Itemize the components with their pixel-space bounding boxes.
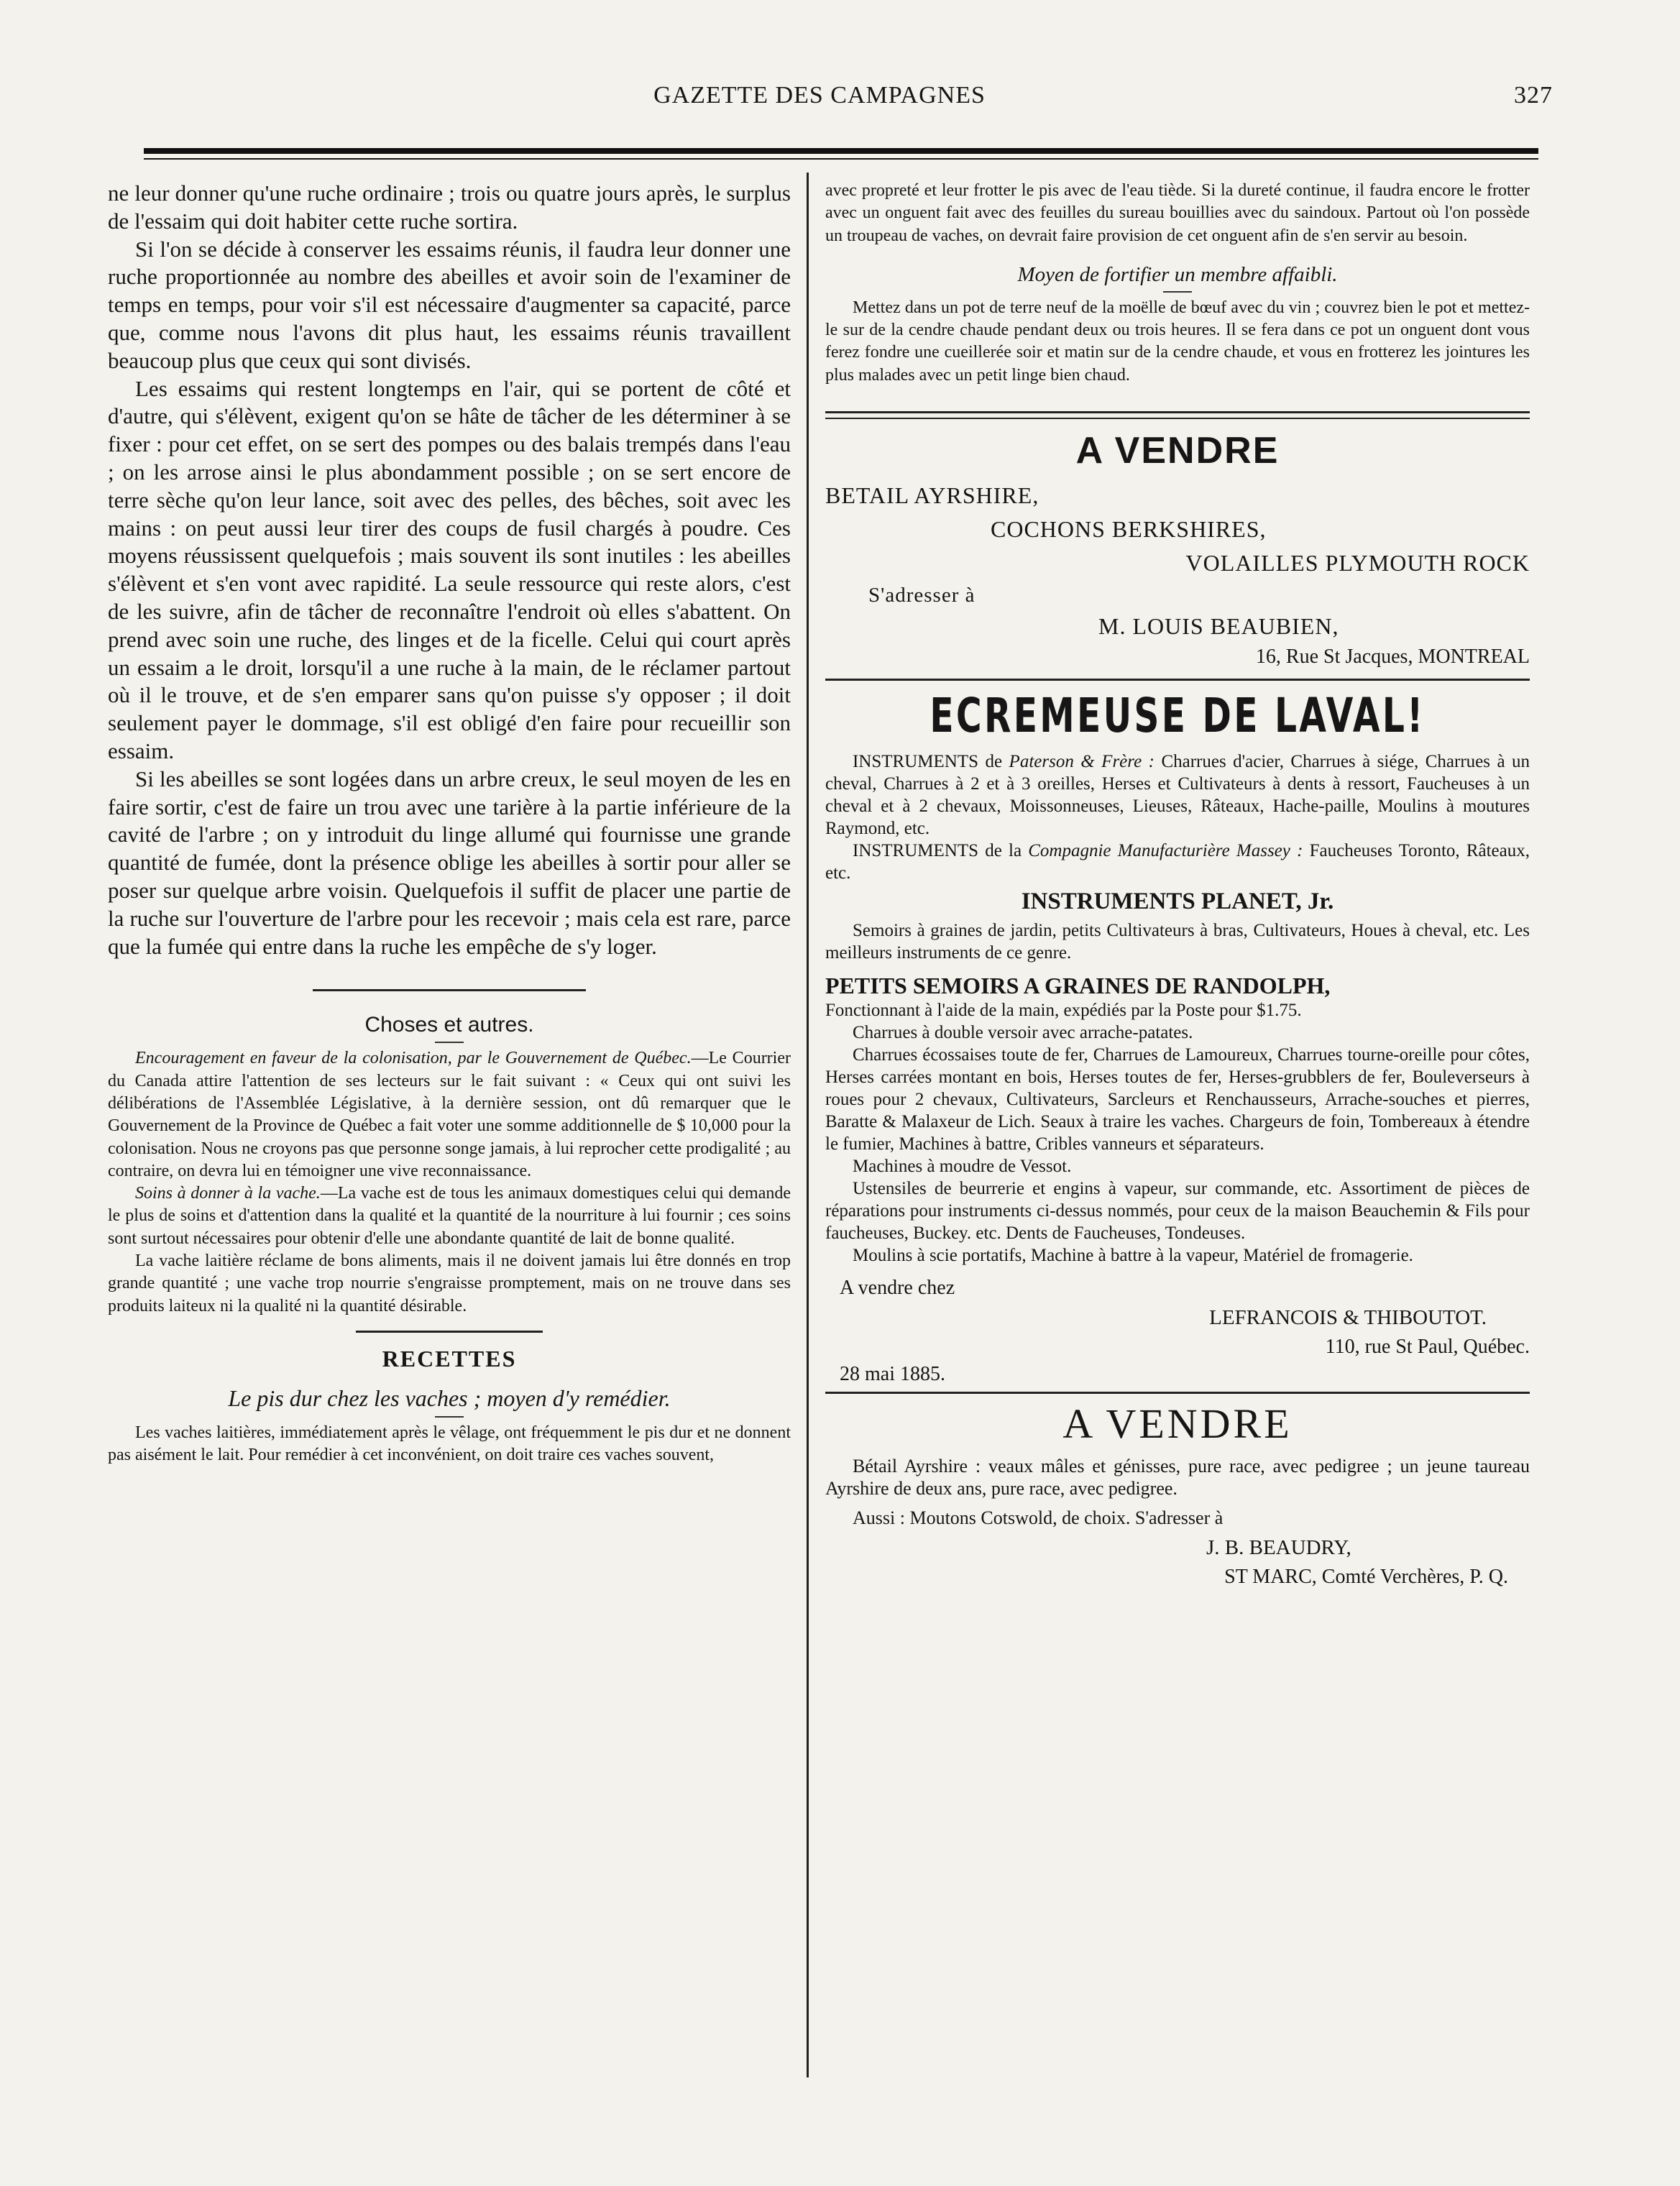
ad2-date: 28 mai 1885. — [840, 1363, 945, 1386]
advertisement-beaudry — [825, 1400, 1530, 1589]
recipe-dash — [435, 1416, 464, 1418]
ad2-planet-heading: INSTRUMENTS PLANET, Jr. — [1021, 888, 1334, 915]
ad2-seller-address: 110, rue St Paul, Québec. — [1325, 1336, 1530, 1359]
ad3-moutons: Aussi : Moutons Cotswold, de choix. S'adresser à — [853, 1507, 1224, 1529]
recipe-title: Le pis dur chez les vaches ; moyen d'y remédier. — [228, 1384, 671, 1411]
ad2-paterson — [825, 750, 1530, 840]
ad2-charrues-versoir: Charrues à double versoir avec arrache-patates. — [853, 1023, 1193, 1043]
ad2-charrues-list: Charrues écossaises toute de fer, Charrues de Lamoureux, Charrues tourne-oreille pour côtes, Herses carrées montant en bois, Herses toutes de fer, Herses-grubblers de fer, Bouleverseurs à roues pour 2 chevaux, Cultivateurs, Sarcleurs et Renchausseurs, Arrache-souches et pierres, Baratte & Malaxeur de Lich. Seaux à traire les vaches. Chargeurs de foin, Tombereaux à étendre le fumier, Machines à battre, Cribles vanneurs et séparateurs. — [825, 1045, 1530, 1154]
ad1-contact-address: 16, Rue St Jacques, MONTREAL — [1255, 646, 1530, 669]
ad2-paterson-lead: INSTRUMENTS de — [853, 752, 1003, 772]
recipe-paragraph: Les vaches laitières, immédiatement après le vêlage, ont fréquemment le pis dur et ne donnent pas aisément le lait. Pour remédier à cet inconvénient, on doit traire ces vaches souvent, — [108, 1423, 791, 1465]
choses-item-colonisation — [108, 1047, 791, 1182]
ad1-line-ayrshire: BETAIL AYRSHIRE, — [825, 482, 1039, 509]
page-header — [101, 78, 1553, 121]
header-rule-thin — [144, 158, 1538, 160]
ad1-contact-label: S'adresser à — [868, 584, 976, 607]
right-column — [825, 180, 1530, 1589]
paragraph-bees-4: Si les abeilles se sont logées dans un arbre creux, le seul moyen de les en faire sortir, c'est de faire un trou avec une tarière à la partie inférieure de la cavité de l'arbre ; on y introduit du linge allumé qui fournisse une grande quantité de fumée, dont la présence oblige les abeilles à sortir pour aller se poser sur quelque arbre voisin. Quelquefois il suffit de placer une partie de la ruche sur l'ouverture de l'arbre pour les recevoir ; mais cela est rare, parce que la fumée qui entre dans la ruche les empêche de s'y loger. — [108, 766, 791, 959]
advertisement-betail — [825, 429, 1530, 669]
heading-dash — [435, 1042, 464, 1043]
page-number: 327 — [1514, 82, 1553, 109]
choses-item-laitiere: La vache laitière réclame de bons aliments, mais il ne doivent jamais lui être donnés en trop grande quantité ; une vache trop nourrie s'engraisse promptement, mais on ne trouve dans ses produits laiteux ni la qualité ni la quantité désirable. — [108, 1251, 791, 1315]
ad2-randolph-text: Fonctionnant à l'aide de la main, expédiés par la Poste pour $1.75. — [825, 1001, 1302, 1021]
ad1-contact-name: M. LOUIS BEAUBIEN, — [1098, 613, 1339, 640]
ad2-randolph-heading: PETITS SEMOIRS A GRAINES DE RANDOLPH, — [825, 973, 1331, 999]
ad2-massey-firm: Compagnie Manufacturière Massey : — [1028, 841, 1303, 861]
choses-item-colonisation-title: Encouragement en faveur de la colonisation, par le Gouvernement de Québec. — [135, 1049, 692, 1068]
choses-item-vache — [108, 1182, 791, 1250]
ad2-moulins: Moulins à scie portatifs, Machine à battre à la vapeur, Matériel de fromagerie. — [853, 1246, 1413, 1266]
ad2-seller-name: LEFRANCOIS & THIBOUTOT. — [1209, 1306, 1487, 1330]
membre-title: Moyen de fortifier un membre affaibli. — [1017, 262, 1338, 286]
paragraph-bees-3: Les essaims qui restent longtemps en l'air, qui se portent de côté et d'autre, qui s'élèvent, exigent qu'on se hâte de tâcher de les déterminer à se fixer : pour cet effet, on se sert des pompes ou des balais trempés dans l'eau ; on les arrose ainsi le plus abondamment possible ; on se sert encore de terre sèche qu'on leur lance, soit avec des pelles, des bêches, soit avec les mains : on peut aussi leur tirer des coups de fusil chargés à poudre. Ces moyens réussissent quelquefois ; mais souvent ils sont inutiles : les abeilles s'élèvent et s'en vont avec rapidité. La seule ressource qui reste alors, c'est de les suivre, afin de tâcher de reconnaître l'endroit où elles s'abattent. On prend avec soin une ruche, des linges et de la ficelle. Celui qui court après un essaim a le droit, lorsqu'il a une ruche à la main, de le réclamer partout où il le trouve, et de s'en emparer sans qu'on puisse s'y opposer ; il doit seulement payer le dommage, s'il est obligé d'en faire pour recueillir son essaim. — [108, 375, 791, 763]
choses-item-vache-title: Soins à donner à la vache. — [135, 1184, 321, 1203]
paragraph-bees-2: Si l'on se décide à conserver les essaims réunis, il faudra leur donner une ruche proportionnée au nombre des abeilles et avoir soin de l'examiner de temps en temps, pour voir s'il est nécessaire d'augmenter sa capacité, parce que, comme nous l'avons dit plus haut, les essaims réunis travaillent beaucoup plus que ceux qui sont divisés. — [108, 236, 791, 373]
membre-dash — [1163, 291, 1192, 293]
ad2-ustensiles: Ustensiles de beurrerie et engins à vapeur, sur commande, etc. Assortiment de pièces de réparations pour instruments ci-dessus nommés, pour ceux de la maison Beauchemin & Fils pour faucheuses, Buckey. etc. Dents de Faucheuses, Tondeuses. — [825, 1179, 1530, 1244]
ad3-contact-address: ST MARC, Comté Verchères, P. Q. — [1224, 1566, 1508, 1589]
ad3-heading: A VENDRE — [1062, 1400, 1293, 1448]
ad2-vessot: Machines à moudre de Vessot. — [853, 1157, 1072, 1177]
ad1-line-cochons: COCHONS BERKSHIRES, — [991, 516, 1267, 543]
choses-heading: Choses et autres. — [364, 1013, 534, 1037]
advertisement-ecremeuse — [825, 688, 1530, 1386]
column-divider — [807, 173, 809, 2077]
recettes-heading: RECETTES — [382, 1345, 517, 1372]
ad2-massey-lead: INSTRUMENTS de la — [853, 841, 1022, 861]
ad3-contact-name: J. B. BEAUDRY, — [1206, 1536, 1351, 1560]
paragraph-bees-1: ne leur donner qu'une ruche ordinaire ; trois ou quatre jours après, le surplus de l'essaim qui doit habiter cette ruche sortira. — [108, 180, 791, 234]
running-title: GAZETTE DES CAMPAGNES — [653, 82, 986, 109]
ad2-seller-label: A vendre chez — [840, 1277, 955, 1300]
header-rule-thick — [144, 148, 1538, 154]
choses-item-colonisation-text: —Le Courrier du Canada attire l'attention de ses lecteurs sur le fait suivant : « Ceux qui ont suivi les délibérations de l'Assemblée Législative, à la dernière session, ont dû remarquer que le Gouvernement de la Province de Québec a fait voter une somme additionnelle de $ 10,000 pour la colonisation. Nous ne croyons pas que personne songe jamais, à lui reprocher cette prodigalité ; au contraire, on devra lui en témoigner une vive reconnaissance. — [108, 1049, 791, 1180]
left-column — [108, 180, 791, 1466]
ad2-massey-text: Faucheuses Toronto, Râteaux, etc. — [825, 841, 1530, 883]
ad1-heading: A VENDRE — [1075, 430, 1280, 472]
ad2-heading: ECREMEUSE DE LAVAL! — [929, 688, 1426, 744]
ad2-paterson-text: Charrues d'acier, Charrues à siége, Charrues à un cheval, Charrues à 2 et à 3 oreilles, Herses et Cultivateurs à dents à ressort, Faucheuses à un cheval et à 2 chevaux, Moissonneuses, Lieuses, Râteaux, Hache-paille, Moulins à moutures Raymond, etc. — [825, 752, 1530, 839]
ad2-paterson-firm: Paterson & Frère : — [1009, 752, 1155, 772]
ad3-betail: Bétail Ayrshire : veaux mâles et génisses, pure race, avec pedigree ; un jeune taureau Ayrshire de deux ans, pure race, avec pedigree. — [825, 1456, 1530, 1500]
ad1-top-rule — [825, 411, 1530, 413]
ad2-massey — [825, 840, 1530, 884]
membre-paragraph: Mettez dans un pot de terre neuf de la moëlle de bœuf avec du vin ; couvrez bien le pot et mettez-le sur de la cendre chaude pendant deux ou trois heures. Il se fera dans ce pot un onguent dont vous ferez fondre une cueillerée soir et matin sur de la cendre chaude, et vous en frotterez les jointures les plus malades avec un petit linge bien chaud. — [825, 298, 1530, 385]
choses-item-vache-text: —La vache est de tous les animaux domestiques celui qui demande le plus de soins et d'attention dans la qualité et la quantité de la nourriture à lui fournir ; ces soins sont surtout nécessaires pour obtenir d'elle une abondante quantité de lait de bonne qualité. — [108, 1184, 791, 1248]
ad1-line-volailles: VOLAILLES PLYMOUTH ROCK — [1185, 550, 1530, 577]
recipe-continued: avec propreté et leur frotter le pis avec de l'eau tiède. Si la dureté continue, il faudra encore le frotter avec un onguent fait avec des feuilles du sureau bouillies avec du saindoux. Partout où l'on possède un troupeau de vaches, on devrait faire provision de cet onguent afin de s'en servir au besoin. — [825, 181, 1530, 245]
ad2-semoirs: Semoirs à graines de jardin, petits Cultivateurs à bras, Cultivateurs, Houes à cheval, etc. Les meilleurs instruments de ce genre. — [825, 921, 1530, 963]
